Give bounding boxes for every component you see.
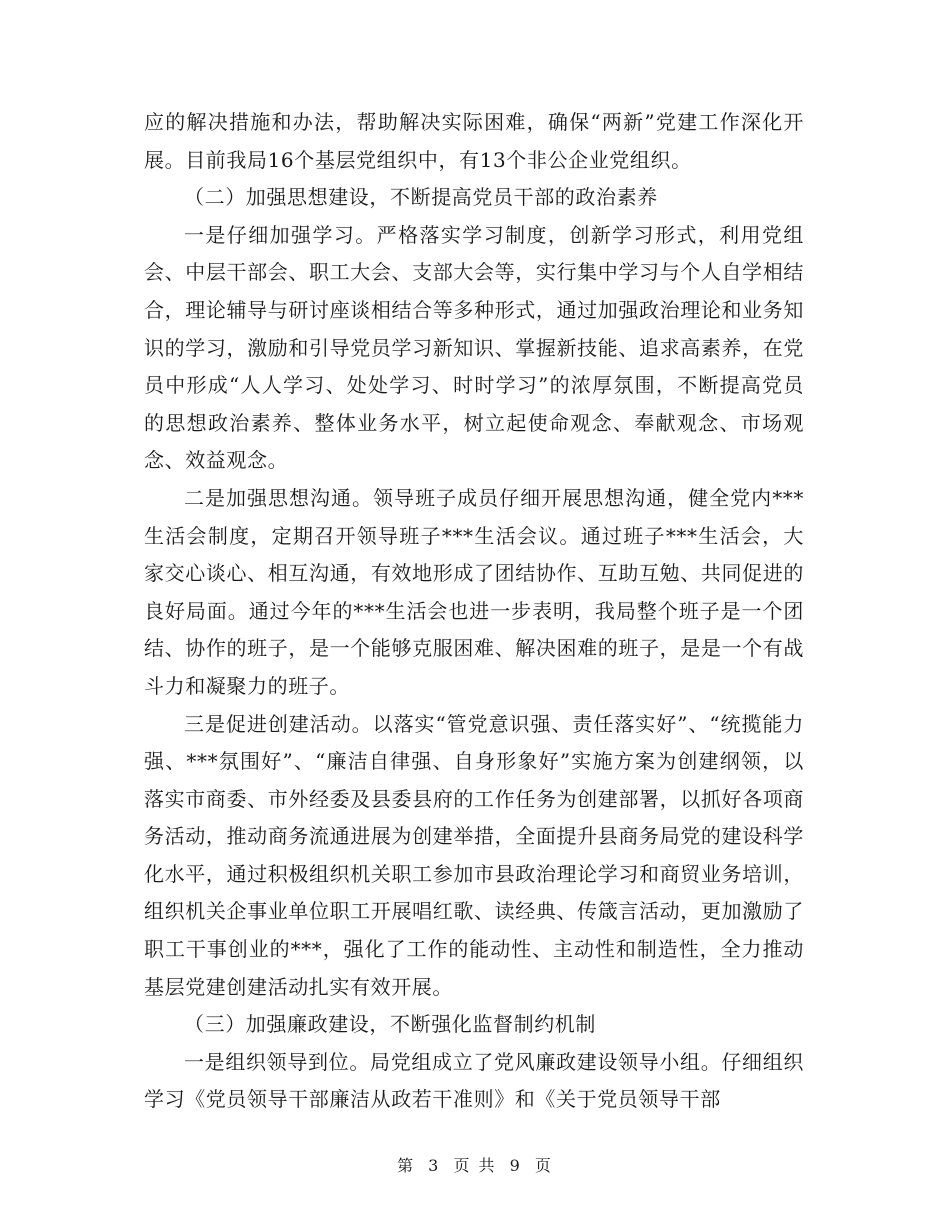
paragraph-activities: 三是促进创建活动。以落实“管党意识强、责任落实好”、“统揽能力强、***氛围好”、“廉洁自律强、自身形象好”实施方案为创建纲领，以落实市商委、市外经委及县委县府的工作任务为创建部署，以抓好各项商务活动，推动商务流通进展为创建举措，全面提升县商务局党的建设科学化水平，通过积极组织机关职工参加市县政治理论学习和商贸业务培训，组织机关企事业单位职工开展唱红歌、读经典、传箴言活动，更加激励了职工干事创业的***，强化了工作的能动性、主动性和制造性，全力推动基层党建创建活动扎实有效开展。	[144, 711, 804, 999]
footer-prefix: 第	[397, 1156, 416, 1175]
paragraph-continuation: 应的解决措施和办法，帮助解决实际困难，确保“两新”党建工作深化开展。目前我局16个基层党组织中，有13个非公企业党组织。	[144, 110, 804, 172]
section-heading-2: （二）加强思想建设，不断提高党员干部的政治素养	[184, 185, 658, 210]
footer-total-pages: 9	[509, 1156, 522, 1175]
footer-page-number: 3	[428, 1156, 441, 1175]
footer-middle: 页 共	[453, 1156, 497, 1175]
paragraph-communication: 二是加强思想沟通。领导班子成员仔细开展思想沟通，健全党内***生活会制度，定期召开领导班子***生活会议。通过班子***生活会，大家交心谈心、相互沟通，有效地形成了团结协作、互助互勉、共同促进的良好局面。通过今年的***生活会也进一步表明，我局整个班子是一个团结、协作的班子，是一个能够克服困难、解决困难的班子，是是一个有战斗力和凝聚力的班子。	[144, 485, 804, 698]
paragraph-leadership: 一是组织领导到位。局党组成立了党风廉政建设领导小组。仔细组织学习《党员领导干部廉洁从政若干准则》和《关于党员领导干部	[144, 1049, 804, 1112]
paragraph-study: 一是仔细加强学习。严格落实学习制度，创新学习形式，利用党组会、中层干部会、职工大会、支部大会等，实行集中学习与个人自学相结合，理论辅导与研讨座谈相结合等多种形式，通过加强政治理论和业务知识的学习，激励和引导党员学习新知识、掌握新技能、追求高素养，在党员中形成“人人学习、处处学习、时时学习”的浓厚氛围，不断提高党员的思想政治素养、整体业务水平，树立起使命观念、奉献观念、市场观念、效益观念。	[144, 222, 804, 473]
footer-suffix: 页	[534, 1156, 553, 1175]
section-heading-3: （三）加强廉政建设，不断强化监督制约机制	[184, 1012, 596, 1037]
document-body	[144, 104, 804, 1119]
page-footer	[0, 1153, 950, 1176]
